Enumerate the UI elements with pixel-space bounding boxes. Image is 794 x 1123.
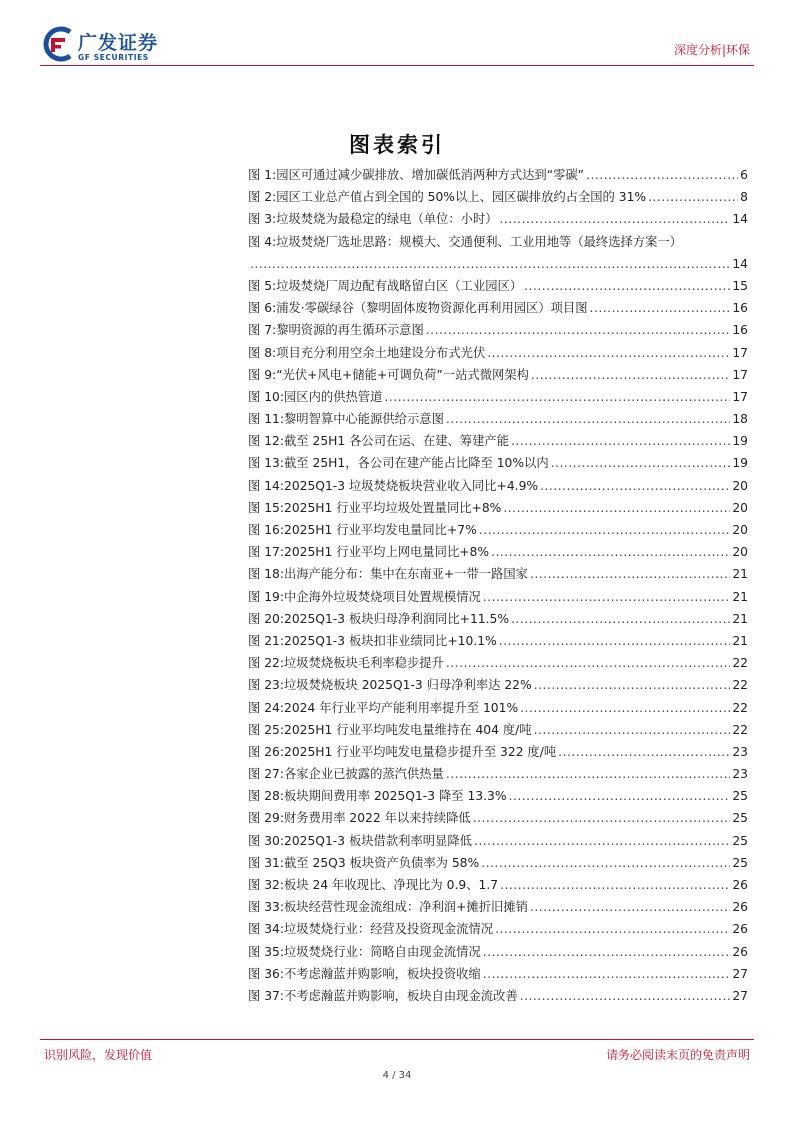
document-type-label: 深度分析|环保 (673, 43, 750, 57)
toc-figure-number: 图 11: (248, 412, 284, 427)
toc-leader-dots (500, 208, 731, 230)
toc-entry[interactable] (248, 164, 748, 186)
footer-divider (40, 1039, 754, 1040)
toc-leader-dots (531, 364, 730, 386)
toc-figure-number: 图 4: (248, 234, 277, 249)
toc-page-number: 26 (732, 878, 748, 893)
toc-leader-dots (511, 608, 730, 630)
toc-figure-number: 图 3: (248, 212, 277, 227)
toc-page-number: 27 (732, 966, 748, 981)
toc-leader-dots (524, 275, 730, 297)
toc-entry[interactable] (248, 275, 748, 297)
toc-figure-title: 不考虑瀚蓝并购影响，板块投资收缩 (284, 966, 481, 981)
toc-entry[interactable] (248, 319, 748, 341)
toc-figure-title: 2025Q1-3 板块借款利率明显降低 (284, 833, 472, 848)
toc-leader-dots (530, 563, 730, 585)
toc-figure-title: 项目充分利用空余土地建设分布式光伏 (276, 345, 486, 360)
toc-entry[interactable] (248, 697, 748, 719)
toc-entry[interactable] (248, 297, 748, 319)
toc-page-number: 27 (732, 988, 748, 1003)
toc-figure-number: 图 15: (248, 500, 284, 515)
toc-figure-number: 图 24: (248, 700, 284, 715)
toc-leader-dots (491, 541, 730, 563)
toc-figure-title: 2024 年行业平均产能利用率提升至 101% (284, 700, 519, 715)
toc-figure-number: 图 33: (248, 900, 284, 915)
toc-page-number: 23 (732, 744, 748, 759)
toc-page-number: 21 (732, 567, 748, 582)
toc-leader-dots (586, 164, 738, 186)
toc-page-number: 22 (732, 700, 748, 715)
toc-leader-dots (495, 918, 730, 940)
toc-leader-dots (530, 896, 730, 918)
toc-entry[interactable] (248, 519, 748, 541)
toc-entry[interactable] (248, 541, 748, 563)
toc-entry[interactable] (248, 763, 748, 785)
toc-page-number: 22 (732, 678, 748, 693)
toc-figure-title: 园区工业总产值占到全国的 50%以上、园区碳排放约占全国的 31% (276, 190, 647, 205)
toc-entry[interactable] (248, 475, 748, 497)
toc-figure-number: 图 2: (248, 190, 277, 205)
toc-figure-number: 图 17: (248, 545, 284, 560)
toc-leader-dots (500, 874, 730, 896)
toc-page-number: 17 (732, 389, 748, 404)
toc-figure-title: 各家企业已披露的蒸汽供热量 (284, 767, 444, 782)
toc-entry[interactable] (248, 719, 748, 741)
toc-page-number: 19 (732, 456, 748, 471)
toc-page-number: 25 (732, 855, 748, 870)
toc-page-number: 25 (732, 789, 748, 804)
toc-figure-number: 图 19: (248, 589, 284, 604)
toc-entry[interactable] (248, 630, 748, 652)
gf-logo-icon (40, 26, 74, 62)
page-title: 图表索引 (349, 132, 445, 157)
toc-figure-number: 图 13: (248, 456, 284, 471)
toc-entry[interactable] (248, 608, 748, 630)
toc-leader-dots (483, 586, 731, 608)
toc-leader-dots (511, 430, 730, 452)
toc-leader-dots (481, 852, 730, 874)
toc-leader-dots (540, 475, 730, 497)
toc-figure-title: 垃圾焚烧板块 2025Q1-3 归母净利率达 22% (284, 678, 532, 693)
toc-leader-dots (520, 697, 730, 719)
toc-figure-title: 2025H1 行业平均上网电量同比+8% (284, 545, 490, 560)
toc-figure-title: 垃圾焚烧行业：简略自由现金流情况 (284, 944, 481, 959)
toc-figure-title: 2025H1 行业平均吨发电量稳步提升至 322 度/吨 (284, 744, 557, 759)
toc-figure-number: 图 35: (248, 944, 284, 959)
toc-entry[interactable] (248, 807, 748, 829)
toc-figure-number: 图 6: (248, 301, 277, 316)
toc-leader-dots (499, 630, 731, 652)
toc-figure-number: 图 7: (248, 323, 277, 338)
toc-figure-number: 图 9: (248, 367, 277, 382)
toc-leader-dots (503, 497, 730, 519)
toc-figure-number: 图 36: (248, 966, 284, 981)
toc-page-number: 17 (732, 367, 748, 382)
toc-page-number: 20 (732, 523, 748, 538)
toc-figure-title: 2025H1 行业平均吨发电量维持在 404 度/吨 (284, 722, 532, 737)
toc-figure-title: 垃圾焚烧板块毛利率稳步提升 (284, 656, 444, 671)
toc-page-number: 23 (732, 767, 748, 782)
toc-figure-number: 图 23: (248, 678, 284, 693)
toc-leader-dots (520, 985, 731, 1007)
toc-figure-title: 黎明智算中心能源供给示意图 (284, 412, 444, 427)
toc-leader-dots (250, 253, 730, 275)
figure-index-list (248, 164, 748, 1007)
toc-figure-number: 图 31: (248, 855, 284, 870)
toc-figure-title: 垃圾焚烧为最稳定的绿电（单位：小时） (276, 212, 498, 227)
toc-page-number: 18 (732, 412, 748, 427)
toc-figure-title: 园区可通过减少碳排放、增加碳低消两种方式达到“零碳” (276, 168, 585, 182)
toc-page-number: 14 (732, 212, 748, 227)
toc-leader-dots (446, 763, 730, 785)
toc-leader-dots (509, 785, 731, 807)
toc-figure-title: 园区内的供热管道 (284, 389, 383, 404)
toc-leader-dots (446, 408, 730, 430)
toc-entry[interactable] (248, 452, 748, 474)
page-header (0, 0, 794, 70)
toc-page-number: 21 (732, 589, 748, 604)
toc-figure-title: 截至 25H1，各公司在建产能占比降至 10%以内 (284, 456, 549, 471)
toc-leader-dots (483, 941, 731, 963)
toc-page-number: 22 (732, 656, 748, 671)
toc-figure-title: 财务费用率 2022 年以来持续降低 (284, 811, 471, 826)
toc-page-number: 22 (732, 722, 748, 737)
toc-page-number: 26 (732, 900, 748, 915)
toc-page-number: 8 (740, 190, 748, 205)
toc-figure-title: “光伏+风电+储能+可调负荷”一站式微网架构 (276, 367, 529, 382)
toc-page-number: 16 (732, 323, 748, 338)
toc-leader-dots (473, 807, 731, 829)
toc-figure-title: 2025Q1-3 板块扣非业绩同比+10.1% (284, 633, 497, 648)
toc-figure-title: 2025H1 行业平均垃圾处置量同比+8% (284, 500, 502, 515)
toc-leader-dots (551, 452, 731, 474)
toc-leader-dots (384, 386, 730, 408)
toc-leader-dots (483, 963, 731, 985)
toc-figure-number: 图 37: (248, 988, 284, 1003)
toc-page-number: 20 (732, 500, 748, 515)
toc-figure-title: 浦发·零碳绿谷（黎明固体废物资源化再利用园区）项目图 (276, 301, 588, 316)
toc-entry[interactable] (248, 941, 748, 963)
toc-leader-dots (558, 741, 730, 763)
toc-page-number: 20 (732, 478, 748, 493)
toc-entry[interactable] (248, 896, 748, 918)
toc-page-number: 21 (732, 633, 748, 648)
toc-entry[interactable] (248, 852, 748, 874)
toc-figure-title: 2025H1 行业平均发电量同比+7% (284, 523, 477, 538)
toc-page-number: 6 (740, 168, 748, 182)
toc-figure-number: 图 21: (248, 633, 284, 648)
toc-entry[interactable] (248, 674, 748, 696)
toc-leader-dots (648, 186, 738, 208)
toc-figure-number: 图 20: (248, 611, 284, 626)
toc-entry[interactable] (248, 231, 748, 275)
toc-figure-title: 2025Q1-3 垃圾焚烧板块营业收入同比+4.9% (284, 478, 539, 493)
toc-entry[interactable] (248, 785, 748, 807)
toc-leader-dots (479, 519, 731, 541)
toc-page-number: 21 (732, 611, 748, 626)
toc-entry[interactable] (248, 186, 748, 208)
toc-figure-title: 黎明资源的再生循环示意图 (276, 323, 424, 338)
toc-leader-dots (487, 342, 730, 364)
toc-leader-dots (446, 652, 730, 674)
toc-figure-title: 出海产能分布：集中在东南亚+一带一路国家 (284, 567, 528, 582)
toc-figure-number: 图 10: (248, 389, 284, 404)
toc-figure-number: 图 30: (248, 833, 284, 848)
toc-page-number: 14 (732, 256, 748, 271)
toc-leader-dots (534, 674, 731, 696)
toc-entry[interactable] (248, 386, 748, 408)
brand-name-en: GF SECURITIES (78, 53, 149, 62)
toc-page-number: 16 (732, 301, 748, 316)
toc-figure-number: 图 14: (248, 478, 284, 493)
toc-figure-number: 图 18: (248, 567, 284, 582)
toc-entry[interactable] (248, 497, 748, 519)
toc-entry[interactable] (248, 963, 748, 985)
toc-figure-number: 图 26: (248, 744, 284, 759)
footer-disclaimer-note: 请务必阅读末页的免责声明 (605, 1048, 750, 1062)
toc-page-number: 15 (732, 278, 748, 293)
toc-entry[interactable] (248, 342, 748, 364)
toc-page-number: 20 (732, 545, 748, 560)
toc-entry[interactable] (248, 985, 748, 1007)
toc-figure-number: 图 5: (248, 278, 277, 293)
toc-figure-title: 2025Q1-3 板块归母净利润同比+11.5% (284, 611, 510, 626)
toc-entry[interactable] (248, 208, 748, 230)
toc-figure-title: 垃圾焚烧厂周边配有战略留白区（工业园区） (276, 278, 523, 293)
toc-figure-number: 图 12: (248, 434, 284, 449)
toc-figure-title: 板块经营性现金流组成：净利润+摊折旧摊销 (284, 900, 528, 915)
toc-page-number: 25 (732, 811, 748, 826)
toc-entry[interactable] (248, 586, 748, 608)
toc-entry[interactable] (248, 652, 748, 674)
gf-securities-logo (40, 26, 170, 66)
toc-figure-number: 图 32: (248, 878, 284, 893)
toc-figure-title: 截至 25H1 各公司在运、在建、筹建产能 (284, 434, 509, 449)
toc-leader-dots (474, 830, 730, 852)
toc-figure-number: 图 25: (248, 722, 284, 737)
toc-figure-title: 不考虑瀚蓝并购影响，板块自由现金流改善 (284, 988, 518, 1003)
toc-entry[interactable] (248, 430, 748, 452)
toc-entry[interactable] (248, 741, 748, 763)
toc-page-number: 26 (732, 944, 748, 959)
toc-figure-number: 图 22: (248, 656, 284, 671)
toc-figure-title: 垃圾焚烧厂选址思路：规模大、交通便利、工业用地等（最终选择方案一） (276, 234, 682, 249)
toc-figure-title: 截至 25Q3 板块资产负债率为 58% (284, 855, 480, 870)
toc-leader-dots (426, 319, 731, 341)
toc-page-number: 25 (732, 833, 748, 848)
toc-page-number: 17 (732, 345, 748, 360)
toc-entry[interactable] (248, 408, 748, 430)
toc-figure-number: 图 1: (248, 168, 277, 182)
toc-page-number: 26 (732, 922, 748, 937)
header-divider (40, 65, 754, 66)
toc-entry[interactable] (248, 364, 748, 386)
toc-figure-title: 垃圾焚烧行业：经营及投资现金流情况 (284, 922, 494, 937)
toc-leader-dots (590, 297, 731, 319)
page-indicator: 4 / 34 (382, 1070, 412, 1081)
toc-figure-title: 中企海外垃圾焚烧项目处置规模情况 (284, 589, 481, 604)
toc-figure-number: 图 28: (248, 789, 284, 804)
toc-figure-number: 图 29: (248, 811, 284, 826)
toc-entry[interactable] (248, 874, 748, 896)
toc-figure-number: 图 16: (248, 523, 284, 538)
toc-entry[interactable] (248, 563, 748, 585)
toc-figure-title: 板块 24 年收现比、净现比为 0.9、1.7 (284, 878, 499, 893)
toc-leader-dots (534, 719, 731, 741)
toc-entry[interactable] (248, 918, 748, 940)
toc-figure-number: 图 8: (248, 345, 277, 360)
toc-figure-number: 图 34: (248, 922, 284, 937)
toc-figure-title: 板块期间费用率 2025Q1-3 降至 13.3% (284, 789, 507, 804)
footer-slogan: 识别风险，发现价值 (44, 1048, 153, 1062)
toc-figure-number: 图 27: (248, 767, 284, 782)
toc-entry[interactable] (248, 830, 748, 852)
toc-page-number: 19 (732, 434, 748, 449)
brand-name-cn: 广发证券 (78, 32, 159, 54)
